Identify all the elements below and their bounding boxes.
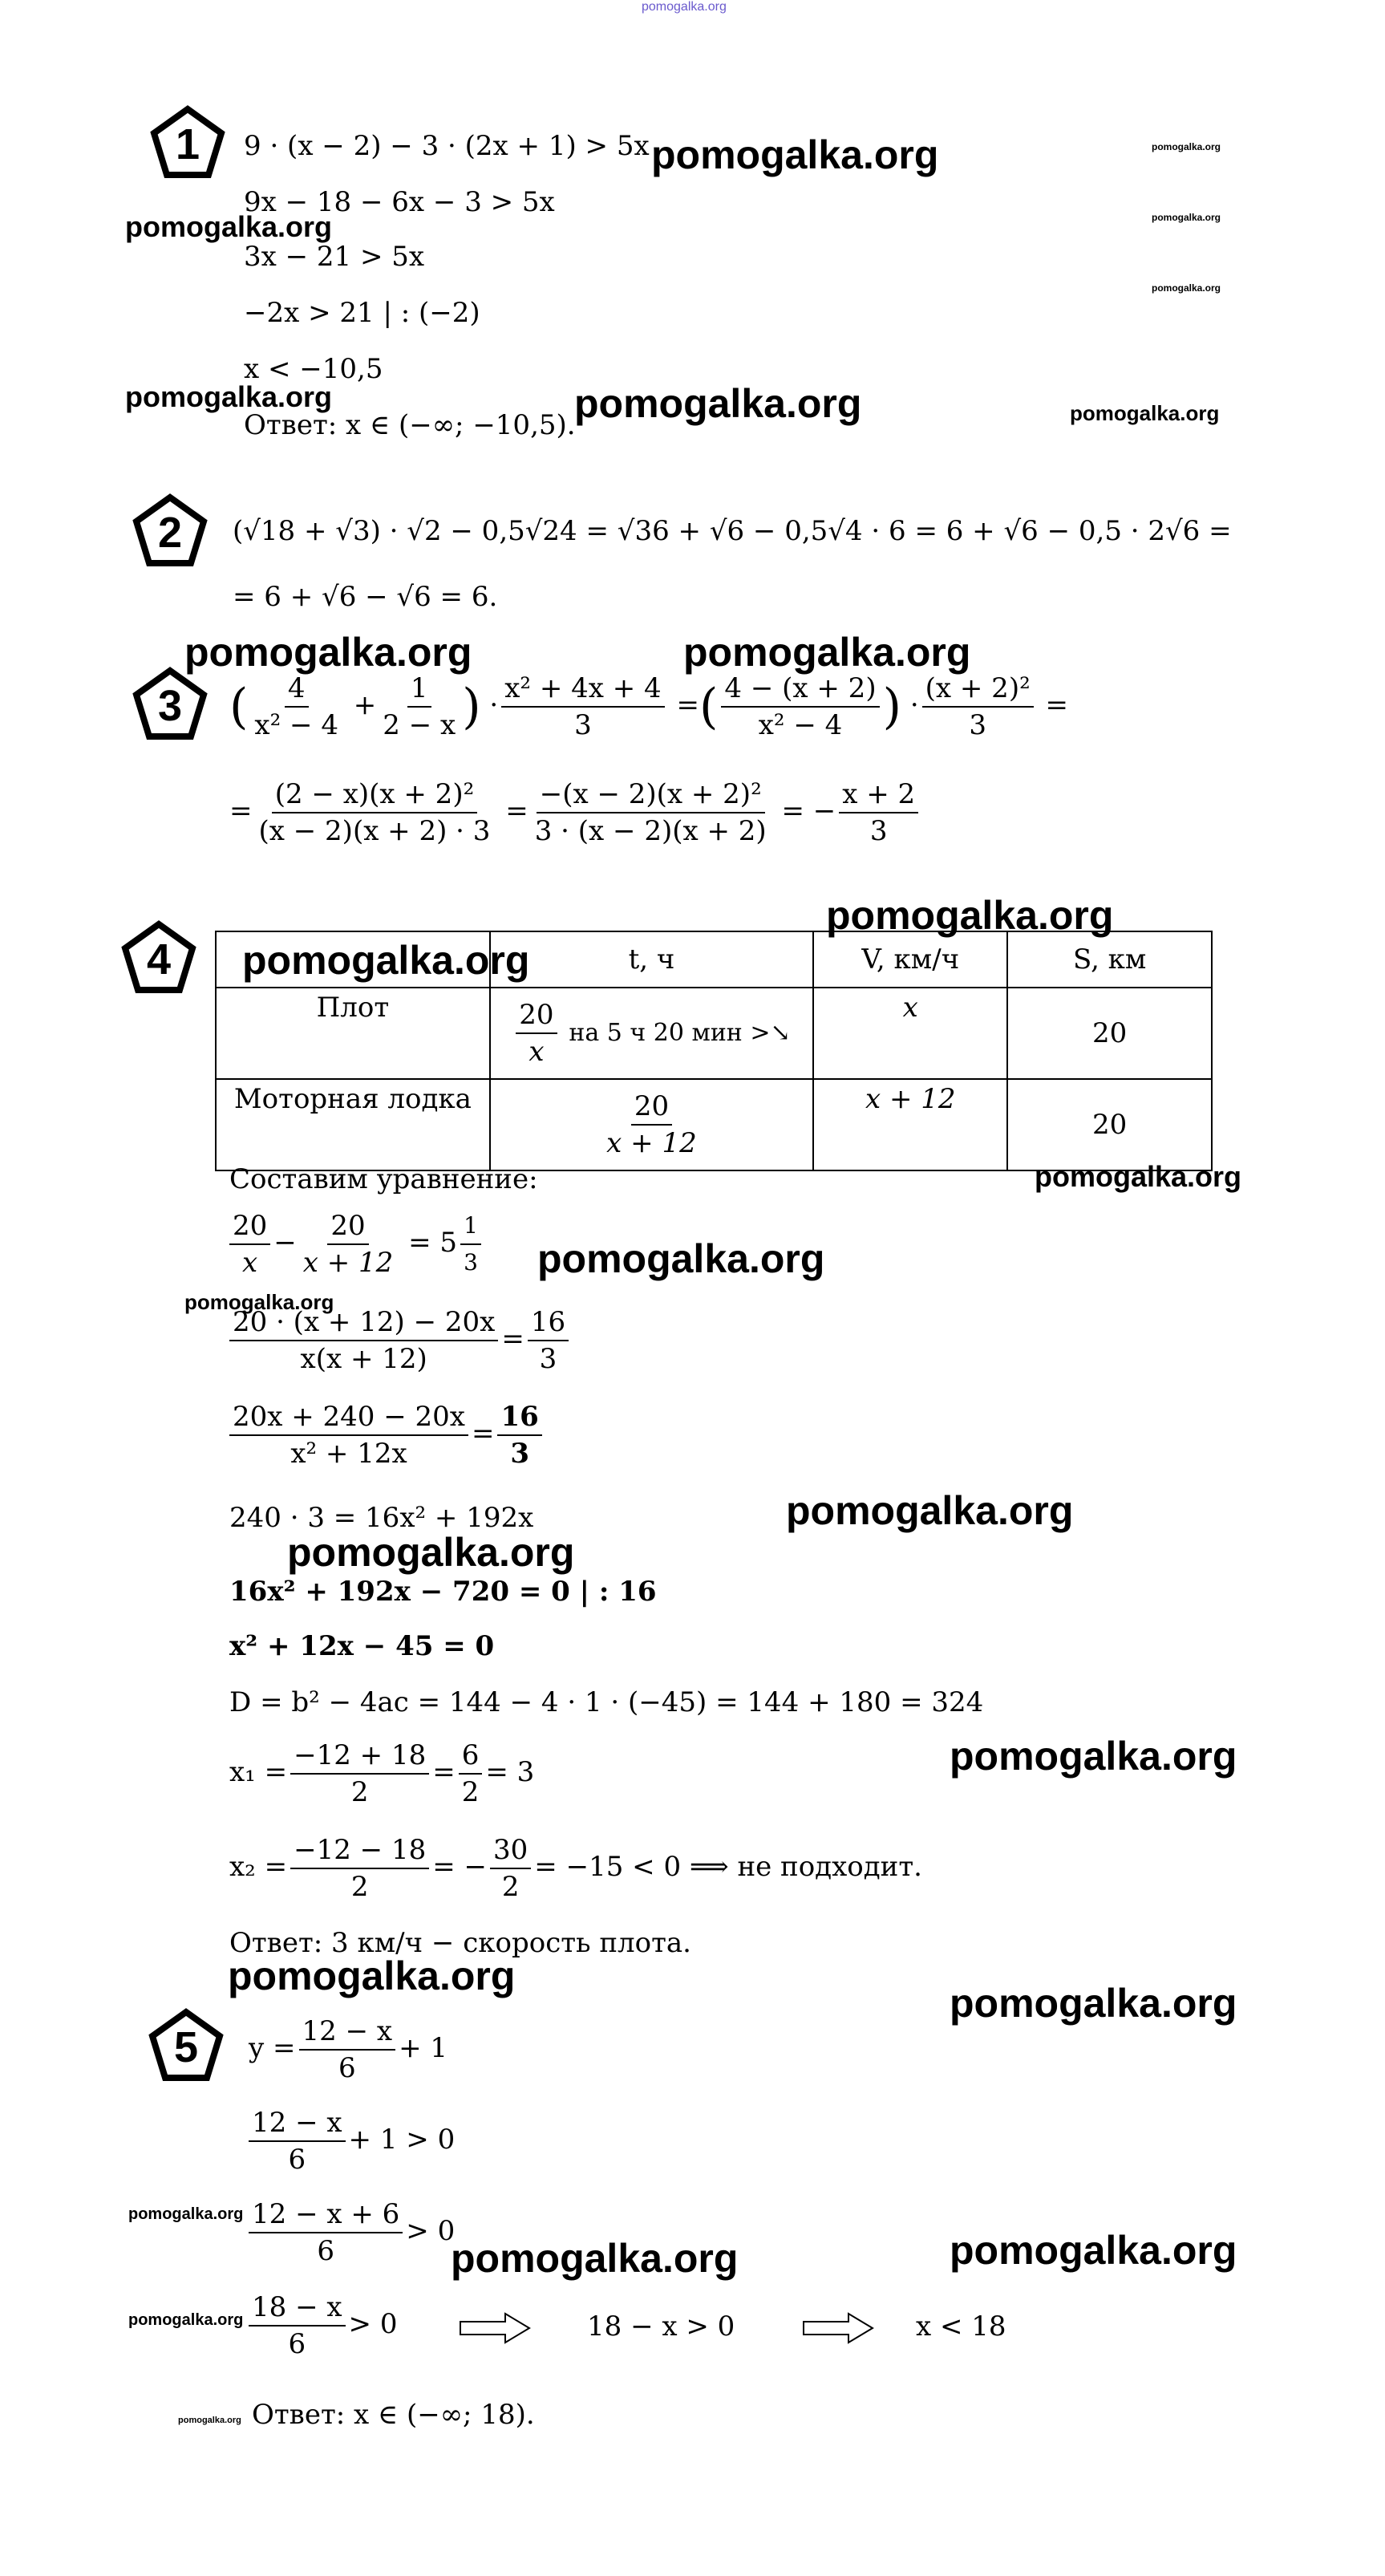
fraction: $\frac{\text{(x + 2)²}}{3}$ — [922, 672, 1034, 741]
task-5-line-2: $\frac{12 - x}{6}$ + 1 > 0 — [245, 2107, 455, 2176]
table-cell: 20 — [1007, 1079, 1212, 1170]
watermark: pomogalka.org — [128, 2311, 244, 2329]
task-4-root-2: x₂ = $\frac{-12 - 18}{2}$ = − $\frac{30}{2}$ = −15 < 0 ⟹ не подходит. — [229, 1834, 922, 1903]
watermark: pomogalka.org — [786, 1488, 1074, 1533]
table-header-cell: t, ч — [490, 931, 813, 988]
task-2-number: 2 — [157, 509, 183, 557]
task-1-line-2: 9x − 18 − 6x − 3 > 5x — [244, 186, 555, 218]
task-4-equation-1: $\frac{20}{x}$ − $\frac{20}{x + 12}$ = 5 $\frac{1}{3}$ — [226, 1210, 484, 1279]
watermark: pomogalka.org — [1035, 1160, 1242, 1193]
task-1-line-4: −2x > 21 | : (−2) — [244, 297, 480, 329]
task-5-badge — [148, 2007, 225, 2084]
watermark: pomogalka.org — [184, 1290, 334, 1314]
table-header-cell: V, км/ч — [813, 931, 1007, 988]
watermark: pomogalka.org — [683, 630, 971, 675]
task-5-line-1: y = $\frac{12 - x}{6}$ + 1 — [249, 2015, 447, 2084]
table-cell: 20 — [1007, 988, 1212, 1079]
task-2-line-1: (√18 + √3) · √2 − 0,5√24 = √36 + √6 − 0,5√4 · 6 = 6 + √6 − 0,5 · 2√6 = — [233, 515, 1232, 547]
watermark: pomogalka.org — [125, 210, 333, 243]
table-cell: Моторная лодка — [216, 1079, 490, 1170]
watermark: pomogalka.org — [1152, 282, 1221, 294]
watermark: pomogalka.org — [128, 2205, 244, 2223]
implies-arrow-icon — [459, 2310, 531, 2346]
table-header-cell: S, км — [1007, 931, 1212, 988]
fraction: $\frac{x + 2}{3}$ — [839, 778, 918, 847]
table-row — [216, 1079, 1212, 1170]
watermark: pomogalka.org — [574, 381, 862, 426]
task-4-line-5: 16x² + 192x − 720 = 0 | : 16 — [229, 1576, 657, 1608]
fraction: $\frac{\text{x² + 4x + 4}}{3}$ — [501, 672, 664, 741]
task-5-step-3: x < 18 — [916, 2310, 1006, 2343]
watermark: pomogalka.org — [287, 1530, 575, 1575]
task-4-line-7: D = b² − 4ac = 144 − 4 · 1 · (−45) = 144 + 180 = 324 — [229, 1686, 984, 1718]
table-cell: x + 12 — [813, 1079, 1007, 1170]
fraction: $\frac{4}{\text{x² − 4}}$ — [254, 672, 338, 741]
watermark: pomogalka.org — [184, 630, 472, 675]
task-4-number: 4 — [146, 935, 172, 984]
task-3-line-2: = $\frac{\text{(2 − x)(x + 2)²}}{(x - 2)(x + 2) \cdot 3}$ = $\frac{\text{−(x − 2)(x + 2)²}}{3 \cdot (x - 2)(x + 2)}$ = − $\frac{x + 2}{3}$ — [229, 778, 921, 847]
watermark: pomogalka.org — [1070, 401, 1220, 425]
task-3-badge — [132, 666, 209, 743]
watermark: pomogalka.org — [950, 2228, 1237, 2273]
table-cell: $\frac{20}{x}$ на 5 ч 20 мин >↘ — [490, 988, 813, 1079]
watermark: pomogalka.org — [1152, 141, 1221, 152]
fraction: $\frac{4 - (x + 2)}{\text{x² − 4}}$ — [721, 672, 879, 741]
fraction: $\frac{\text{(2 − x)(x + 2)²}}{(x - 2)(x + 2) \cdot 3}$ — [258, 778, 491, 847]
watermark: pomogalka.org — [125, 380, 333, 413]
table-row — [216, 988, 1212, 1079]
watermark: pomogalka.org — [537, 1236, 825, 1281]
fraction: $\frac{1}{2 - x}$ — [383, 672, 456, 741]
task-3-line-1: ( $\frac{4}{\text{x² − 4}}$ + $\frac{1}{2 - x}$ ) · $\frac{\text{x² + 4x + 4}}{3}$ =( $\frac{4 - (x + 2)}{\text{x² − 4}}$ ) · $\frac{\text{(x + 2)²}}{3}$ = — [229, 672, 1069, 741]
watermark: pomogalka.org — [178, 2416, 241, 2425]
table-cell: Плот — [216, 988, 490, 1079]
watermark: pomogalka.org — [228, 1953, 516, 1998]
watermark: pomogalka.org — [242, 938, 530, 983]
task-1-badge — [149, 104, 226, 181]
watermark: pomogalka.org — [950, 1734, 1237, 1779]
task-2-badge — [132, 493, 209, 570]
watermark: pomogalka.org — [950, 1981, 1237, 2026]
task-1-number: 1 — [175, 120, 200, 168]
task-5-line-3: $\frac{12 - x + 6}{6}$ > 0 — [245, 2198, 455, 2267]
task-4-equation-2: $\frac{20 \cdot (x + 12) - 20x}{x(x + 12)}$ = $\frac{16}{3}$ — [226, 1306, 572, 1375]
task-4-intro: Составим уравнение: — [229, 1163, 538, 1195]
table-cell: x — [813, 988, 1007, 1079]
watermark-top: pomogalka.org — [642, 0, 727, 14]
task-2-line-2: = 6 + √6 − √6 = 6. — [233, 581, 498, 613]
watermark: pomogalka.org — [1152, 212, 1221, 223]
task-1-line-1: 9 · (x − 2) − 3 · (2x + 1) > 5x — [244, 130, 650, 162]
task-4-answer: Ответ: 3 км/ч − скорость плота. — [229, 1927, 691, 1959]
task-1-line-3: 3x − 21 > 5x — [244, 241, 425, 273]
watermark: pomogalka.org — [651, 132, 939, 177]
task-4-badge — [120, 919, 197, 996]
task-5-step-2: 18 − x > 0 — [587, 2310, 735, 2343]
fraction: $\frac{\text{−(x − 2)(x + 2)²}}{3 \cdot (x - 2)(x + 2)}$ — [534, 778, 767, 847]
task-3-number: 3 — [157, 682, 183, 730]
task-4-line-4: 240 · 3 = 16x² + 192x — [229, 1502, 534, 1534]
table-cell: $\frac{20}{x + 12}$ — [490, 1079, 813, 1170]
task-5-answer: Ответ: x ∈ (−∞; 18). — [252, 2399, 535, 2431]
watermark: pomogalka.org — [826, 893, 1114, 938]
task-5-line-4: $\frac{18 - x}{6}$ > 0 — [245, 2291, 397, 2360]
implies-arrow-icon — [802, 2310, 874, 2346]
watermark: pomogalka.org — [451, 2236, 739, 2281]
task-4-line-6: x² + 12x − 45 = 0 — [229, 1630, 495, 1662]
task-1-answer: Ответ: x ∈ (−∞; −10,5). — [244, 409, 576, 441]
task-1-line-5: x < −10,5 — [244, 353, 383, 385]
task-4-root-1: x₁ = $\frac{-12 + 18}{2}$ = $\frac{6}{2}$ = 3 — [229, 1739, 535, 1808]
task-5-number: 5 — [173, 2023, 199, 2071]
task-4-equation-3: $\frac{20x + 240 - 20x}{\text{x² + 12x}}$ = $\frac{16}{3}$ — [226, 1401, 545, 1470]
